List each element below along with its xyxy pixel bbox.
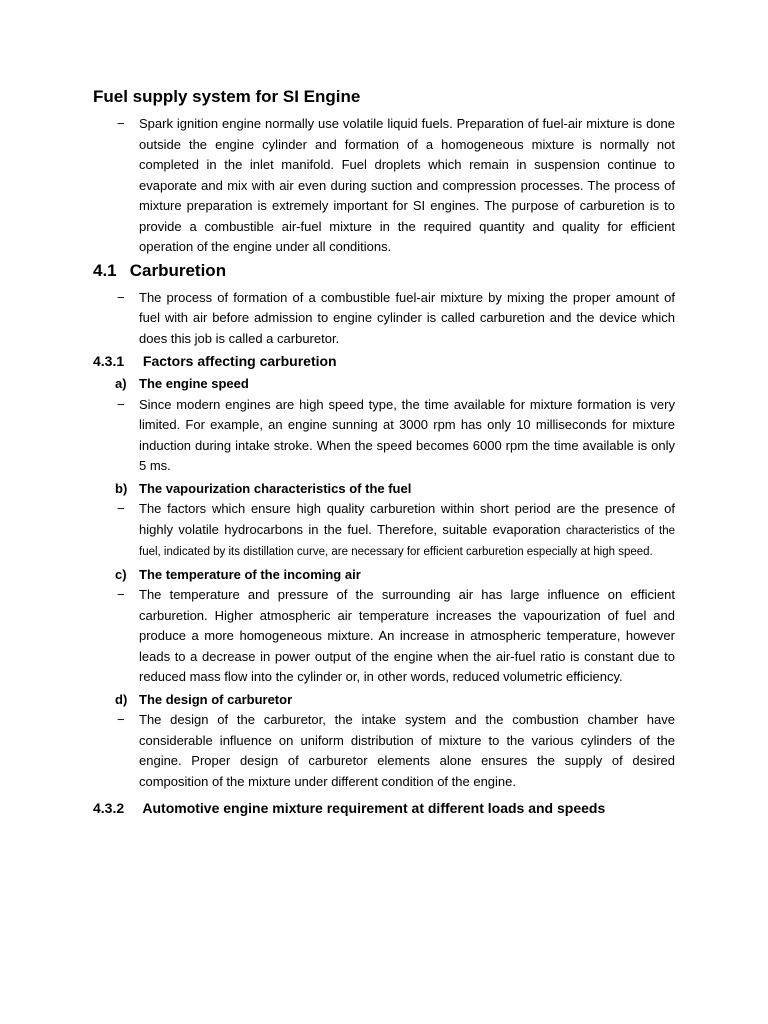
factor-a-text: Since modern engines are high speed type, the time available for mixture formation is very limited. For example, an engine sunning at 3000 rpm has only 10 milliseconds for mixture induction during intake stroke. When the speed becomes 6000 rpm the time available is only 5 ms.: [139, 396, 675, 473]
intro-text: Spark ignition engine normally use volatile liquid fuels. Preparation of fuel-air mixture is done outside the engine cylinder and formation of a homogeneous mixture is normally not completed in the inlet manifold. Fuel droplets which remain in suspension continue to evaporate and mix with air even during suction and compression processes. The process of mixture preparation is extremely important for SI engines. The purpose of carburetion is to provide a combustible air-fuel mixture in the required quantity and quality for efficient operation of the engine under all conditions.: [139, 116, 675, 254]
factor-c-text: The temperature and pressure of the surrounding air has large influence on efficient carburetion. Higher atmospheric air temperature increases the vapourization of fuel and produce a more homogeneous mixture. An increase in atmospheric temperature, however leads to a decrease in power output of the engine when the air-fuel ratio is constant due to reduced mass flow into the cylinder or, in other words, reduced volumetric efficiency.: [139, 587, 675, 684]
factor-d-heading: [93, 690, 675, 711]
intro-paragraph: [93, 114, 675, 258]
section-number: 4.3.1: [93, 353, 125, 369]
dash-marker: −: [117, 396, 125, 412]
carburetion-paragraph: [93, 288, 675, 350]
factor-c-paragraph: [93, 585, 675, 688]
section-4-3-1-heading: [93, 351, 675, 371]
carburetion-text: The process of formation of a combustible fuel-air mixture by mixing the proper amount of fuel with air before admission to engine cylinder is called carburetion and the device which does this job is called a carburetor.: [139, 289, 675, 346]
factor-label: a): [115, 376, 127, 391]
section-4-3-2-heading: [93, 798, 675, 818]
dash-marker: −: [117, 116, 125, 131]
dash-marker: −: [117, 289, 125, 305]
page-title: Fuel supply system for SI Engine: [93, 87, 361, 106]
factor-d-text: The design of the carburetor, the intake system and the combustion chamber have considerable influence on uniform distribution of mixture to the various cylinders of the engine. Proper design of carburetor elements alone ensures the supply of desired composition of the mixture under different condition of the engine.: [139, 712, 675, 789]
section-4-1-heading: [93, 260, 675, 282]
section-title: Automotive engine mixture requirement at different loads and speeds: [142, 800, 606, 816]
factor-a-heading: [93, 374, 675, 395]
factor-title: The vapourization characteristics of the fuel: [139, 480, 412, 496]
factor-label: c): [115, 566, 127, 582]
section-title: Carburetion: [129, 260, 227, 280]
factor-c-heading: [93, 565, 675, 586]
factor-b-text: [139, 499, 675, 563]
factor-b-text-part1: The factors which ensure high quality carburetion within short period are the presence of highly volatile hydrocarbons in the fuel. Therefore, suitable evaporation: [139, 501, 675, 537]
section-title: Factors affecting carburetion: [142, 353, 337, 369]
factor-a-paragraph: [93, 395, 675, 477]
factor-b-text-part2: characteristics of the fuel, indicated by its distillation curve, are necessary for efficient carburetion especially at high speed.: [139, 524, 675, 558]
factor-title: The temperature of the incoming air: [139, 566, 361, 582]
factor-b-heading: [93, 479, 675, 500]
section-number: 4.3.2: [93, 800, 125, 816]
factor-label: d): [115, 691, 128, 707]
document-page: [93, 86, 675, 821]
dash-marker: −: [117, 587, 125, 602]
factor-b-paragraph: [93, 499, 675, 563]
dash-marker: −: [117, 501, 125, 516]
factor-title: The engine speed: [139, 376, 249, 391]
factor-title: The design of carburetor: [139, 691, 293, 707]
section-number: 4.1: [93, 260, 117, 280]
factor-label: b): [115, 480, 128, 496]
factor-d-paragraph: [93, 710, 675, 792]
dash-marker: −: [117, 712, 125, 727]
